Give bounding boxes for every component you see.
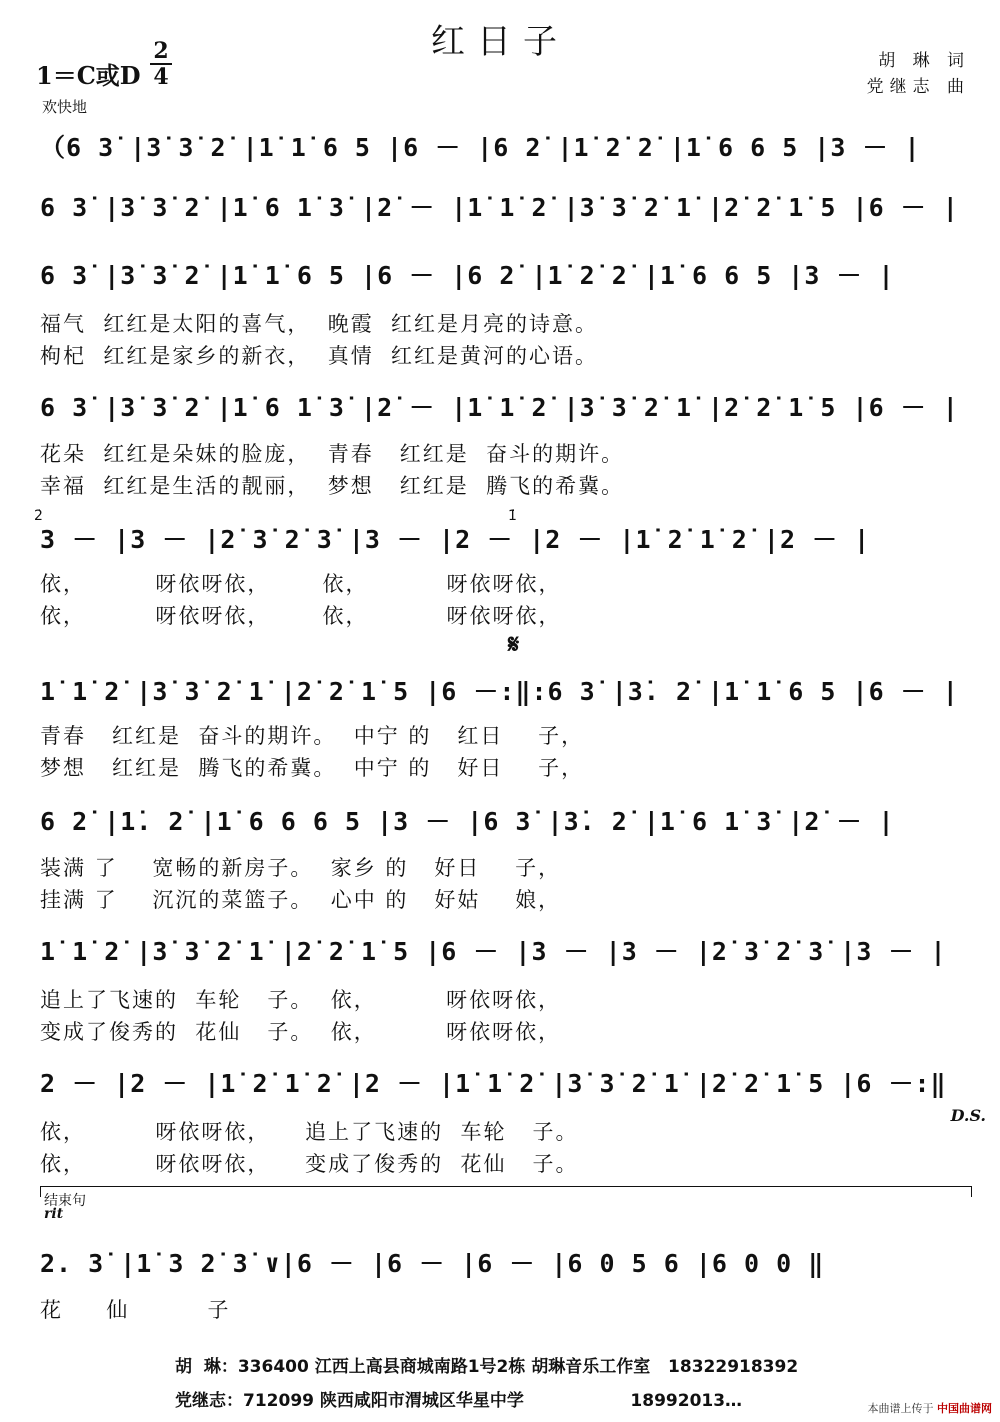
key-signature: 1＝C或D — [36, 61, 141, 90]
row-3-lyric-verse-1: 福气 红红是太阳的喜气， 晚霞 红红是月亮的诗意。 — [40, 312, 599, 336]
row-8-lyric-verse-1: 追上了飞速的 车轮 子。 依， 呀依呀依， — [40, 988, 562, 1012]
grace-note-1: 1̇ — [508, 508, 517, 524]
song-title: 红日子 — [431, 22, 569, 62]
segno-sign: 𝄋 — [508, 630, 520, 660]
row-8-lyric-verse-2: 变成了俊秀的 花仙 子。 依， 呀依呀依， — [40, 1020, 562, 1044]
dal-segno-marking: D.S. — [950, 1106, 986, 1125]
row-7-lyric-verse-1: 装满 了 宽畅的新房子。 家乡 的 好日 子， — [40, 856, 562, 880]
row-5-lyric-verse-2: 依， 呀依呀依， 依， 呀依呀依， — [40, 604, 562, 628]
lyricist-credit: 胡 琳 词 — [878, 51, 970, 71]
footer-contact-lyricist: 胡 琳：336400 江西上高县商城南路1号2栋 胡琳音乐工作室 18322918392 — [175, 1357, 799, 1377]
grace-note-2: 2̇ — [34, 508, 43, 524]
score-row-6-notes: 1̇ 1̇ 2̇ |3̇ 3̇ 2̇ 1̇ |2̇ 2̇ 1̇ 5 |6 －:‖:6 3̇ |3̇. 2̇ |1̇ 1̇ 6 5 |6 － | — [40, 677, 959, 706]
ritardando-marking: rit — [44, 1206, 64, 1222]
footer-contact-composer: 党继志：712099 陕西咸阳市渭城区华星中学 18992013… — [175, 1391, 743, 1411]
score-row-4-notes: 6 3̇ |3̇ 3̇ 2̇ |1̇ 6 1̇ 3̇ |2̇ － |1̇ 1̇ 2̇ |3̇ 3̇ 2̇ 1̇ |2̇ 2̇ 1̇ 5 |6 － | — [40, 393, 959, 422]
row-9-lyric-verse-2: 依， 呀依呀依， 变成了俊秀的 花仙 子。 — [40, 1152, 579, 1176]
watermark-brand: 中国曲谱网 — [937, 1402, 992, 1415]
score-row-10-notes: 2. 3̇ |1̇ 3 2̇ 3̇ ∨|6 － |6 － |6 － |6 0 5 6 |6 0 0 ‖ — [40, 1249, 825, 1278]
composer-credit: 党继志 曲 — [866, 77, 970, 97]
ending-bracket — [40, 1186, 972, 1197]
row-7-lyric-verse-2: 挂满 了 沉沉的菜篮子。 心中 的 好姑 娘， — [40, 888, 562, 912]
score-row-1-notes: （6 3̇ |3̇ 3̇ 2̇ |1̇ 1̇ 6 5 |6 － |6 2̇ |1̇ 2̇ 2̇ |1̇ 6 6 5 |3 － | — [40, 133, 921, 162]
row-6-lyric-verse-1: 青春 红红是 奋斗的期许。 中宁 的 红日 子， — [40, 724, 585, 748]
row-4-lyric-verse-2: 幸福 红红是生活的靓丽， 梦想 红红是 腾飞的希冀。 — [40, 474, 625, 498]
row-5-lyric-verse-1: 依， 呀依呀依， 依， 呀依呀依， — [40, 572, 562, 596]
score-row-5-notes: 3 － |3 － |2̇ 3̇ 2̇ 3̇ |3 － |2 － |2 － |1̇ 2̇ 1̇ 2̇ |2 － | — [40, 525, 871, 554]
score-row-7-notes: 6 2̇ |1̇. 2̇ |1̇ 6 6 6 5 |3 － |6 3̇ |3̇. 2̇ |1̇ 6 1̇ 3̇ |2̇ － | — [40, 807, 895, 836]
score-row-2-notes: 6 3̇ |3̇ 3̇ 2̇ |1̇ 6 1̇ 3̇ |2̇ － |1̇ 1̇ 2̇ |3̇ 3̇ 2̇ 1̇ |2̇ 2̇ 1̇ 5 |6 － | — [40, 193, 959, 222]
score-row-3-notes: 6 3̇ |3̇ 3̇ 2̇ |1̇ 1̇ 6 5 |6 － |6 2̇ |1̇ 2̇ 2̇ |1̇ 6 6 5 |3 － | — [40, 261, 895, 290]
row-10-lyric: 花 仙 子 — [40, 1298, 231, 1322]
watermark-prefix: 本曲谱上传于 — [867, 1402, 934, 1415]
row-4-lyric-verse-1: 花朵 红红是朵妹的脸庞， 青春 红红是 奋斗的期许。 — [40, 442, 625, 466]
tempo-marking: 欢快地 — [42, 98, 88, 116]
watermark — [868, 1400, 993, 1416]
score-row-9-notes: 2 － |2 － |1̇ 2̇ 1̇ 2̇ |2 － |1̇ 1̇ 2̇ |3̇ 3̇ 2̇ 1̇ |2̇ 2̇ 1̇ 5 |6 －:‖ — [40, 1069, 947, 1098]
row-6-lyric-verse-2: 梦想 红红是 腾飞的希冀。 中宁 的 好日 子， — [40, 756, 585, 780]
meter-top: 2 — [153, 38, 169, 64]
score-row-8-notes: 1̇ 1̇ 2̇ |3̇ 3̇ 2̇ 1̇ |2̇ 2̇ 1̇ 5 |6 － |3 － |3 － |2̇ 3̇ 2̇ 3̇ |3 － | — [40, 937, 947, 966]
row-3-lyric-verse-2: 枸杞 红红是家乡的新衣， 真情 红红是黄河的心语。 — [40, 344, 599, 368]
ending-label: 结束句 — [44, 1193, 86, 1209]
meter-bottom: 4 — [153, 64, 169, 90]
time-signature — [150, 40, 172, 88]
row-9-lyric-verse-1: 依， 呀依呀依， 追上了飞速的 车轮 子。 — [40, 1120, 579, 1144]
